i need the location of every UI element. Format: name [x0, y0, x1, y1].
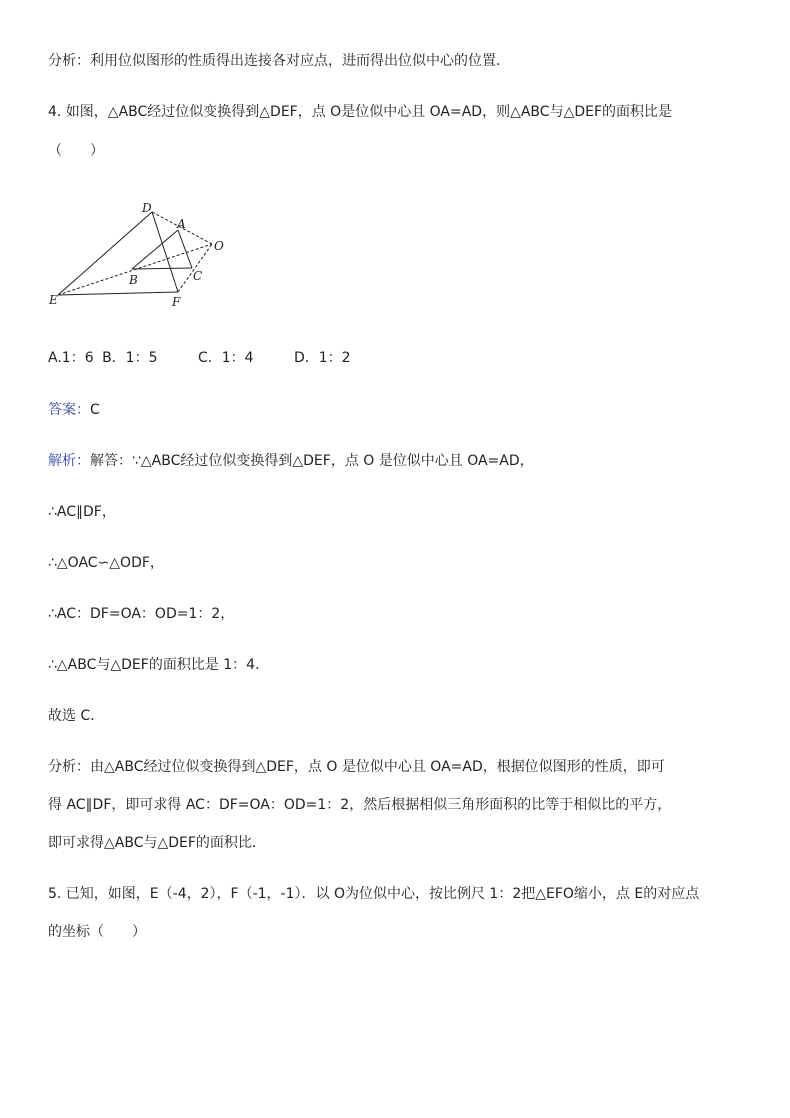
q4-figure [40, 195, 240, 315]
solution-text: 解答：∵△ABC经过位似变换得到△DEF，点 O 是位似中心且 OA=AD， [90, 453, 534, 469]
q4-analysis-line-1 [48, 757, 665, 777]
q5-stem-line-2: 的坐标（ ） [48, 924, 146, 940]
label-b: B [129, 273, 138, 287]
label-f: F [172, 295, 181, 309]
q4-answer [48, 400, 100, 420]
q4-options [48, 348, 351, 368]
segment-ef [58, 292, 178, 295]
analysis-label: 分析： [48, 53, 90, 69]
label-c: C [193, 269, 203, 283]
q4-stem-line-1: 4. 如图，△ABC经过位似变换得到△DEF，点 O是位似中心且 OA=AD，则△ABC与△DEF的面积比是 [48, 104, 673, 120]
label-a: A [177, 217, 186, 231]
q5-stem-line-1: 5. 已知，如图，E（-4，2），F（-1，-1）．以 O为位似中心，按比例尺 1：2把△EFO缩小，点 E的对应点 [48, 886, 700, 902]
option-d[interactable]: D．1：2 [293, 350, 351, 366]
segment-ac [178, 230, 192, 268]
segment-bc [132, 268, 192, 269]
answer-value: C [90, 402, 100, 418]
answer-label: 答案： [48, 402, 90, 418]
q4-solution-line-1 [48, 451, 534, 471]
analysis-label-2: 分析： [48, 759, 90, 775]
analysis-text: 利用位似图形的性质得出连接各对应点，进而得出位似中心的位置． [90, 53, 510, 69]
option-b[interactable]: B．1：5 [102, 350, 158, 366]
solution-label: 解析： [48, 453, 90, 469]
q4-analysis-line-2: 得 AC∥DF，即可求得 AC：DF=OA：OD=1：2，然后根据相似三角形面积的比等于相似比的平方， [48, 797, 672, 813]
q4-solution-line-2: ∴AC∥DF， [48, 504, 116, 520]
q4-analysis-line-3: 即可求得△ABC与△DEF的面积比． [48, 835, 266, 851]
label-d: D [142, 201, 152, 215]
q4-solution-line-6: 故选 C． [48, 708, 105, 724]
q4-solution-line-4: ∴AC：DF=OA：OD=1：2， [48, 606, 235, 622]
dashed-eo [58, 244, 212, 295]
label-e: E [49, 293, 58, 307]
intro-analysis [48, 51, 510, 71]
q4-solution-line-3: ∴△OAC∽△ODF， [48, 555, 164, 571]
option-c[interactable]: C．1：4 [197, 350, 254, 366]
q4-stem-line-2: （ ） [48, 143, 104, 159]
q4-solution-line-5: ∴△ABC与△DEF的面积比是 1：4． [48, 657, 270, 673]
option-a[interactable]: A.1：6 [48, 350, 94, 366]
segment-de [58, 212, 152, 295]
analysis-text-1: 由△ABC经过位似变换得到△DEF，点 O 是位似中心且 OA=AD，根据位似图形的性质，即可 [90, 759, 665, 775]
label-o: O [214, 239, 224, 253]
